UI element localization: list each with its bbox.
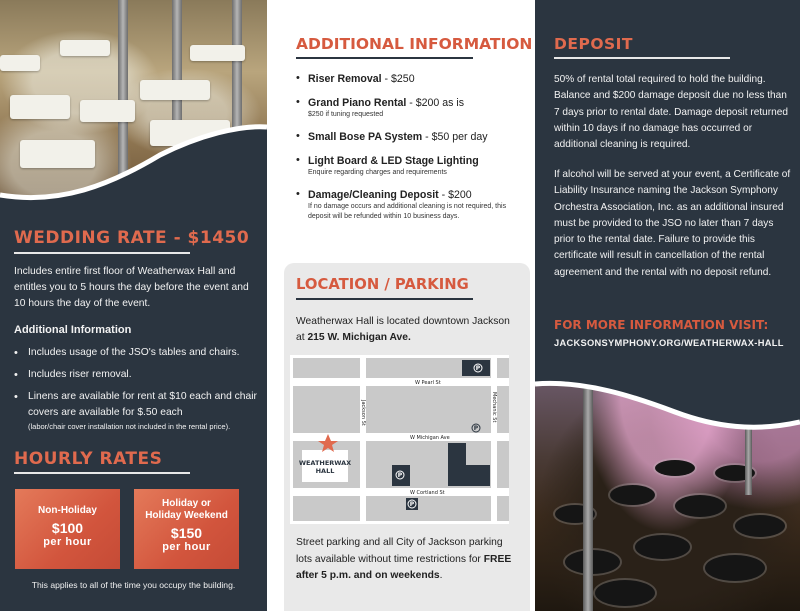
additional-info-heading: Additional Information xyxy=(14,324,132,336)
divider xyxy=(296,298,473,300)
location-text: Weatherwax Hall is located downtown Jackson at xyxy=(296,316,510,343)
rate-label-line1: Holiday or xyxy=(162,498,211,509)
street-label: Mechanic St xyxy=(491,392,497,423)
divider xyxy=(296,57,473,59)
item-name: Small Bose PA System xyxy=(308,131,423,143)
address: 215 W. Michigan Ave. xyxy=(307,332,411,343)
list-item-text: Linens are available for rent at $10 each and chair covers are available for $.50 each xyxy=(28,391,257,418)
additional-info-title: ADDITIONAL INFORMATION xyxy=(296,35,533,53)
location-map xyxy=(290,355,509,524)
wave-divider xyxy=(535,372,800,442)
item-price: - $200 as is xyxy=(406,97,465,109)
hourly-rates-title: HOURLY RATES xyxy=(14,449,163,469)
street-label: W Cortland St xyxy=(410,490,445,496)
item-note: Enquire regarding charges and requirements xyxy=(308,169,447,176)
list-item xyxy=(296,96,526,120)
wedding-rate-description: Includes entire first floor of Weatherwax Hall and entitles you to 5 hours the day before the event and 10 hours the day of the event. xyxy=(14,266,249,309)
location-card xyxy=(284,263,530,611)
item-name: Light Board & LED Stage Lighting xyxy=(308,155,479,167)
parking-icon: P xyxy=(473,425,479,432)
rate-label: Non-Holiday xyxy=(38,505,97,516)
item-price: - $200 xyxy=(438,189,472,201)
location-description xyxy=(296,314,521,346)
linen-note: (labor/chair cover installation not included in the rental price). xyxy=(28,422,231,431)
location-title: LOCATION / PARKING xyxy=(296,276,469,293)
hourly-rates-note: This applies to all of the time you occupy the building. xyxy=(31,580,236,590)
hall-label: HALL xyxy=(315,467,335,475)
parking-text: Street parking and all City of Jackson parking lots available without time restrictions for xyxy=(296,537,503,565)
list-item xyxy=(296,72,526,86)
wedding-rate-title: WEDDING RATE - $1450 xyxy=(14,228,250,248)
item-note: $250 if tuning requested xyxy=(308,111,384,118)
street-label: W Michigan Ave xyxy=(410,435,450,441)
list-item xyxy=(14,367,259,383)
non-holiday-rate-box xyxy=(15,489,120,569)
more-info-title: FOR MORE INFORMATION VISIT: xyxy=(554,318,769,332)
item-price: - $50 per day xyxy=(422,131,488,143)
item-note: If no damage occurs and additional cleaning is not required, this deposit will be refunded within 10 business days. xyxy=(308,203,507,220)
divider xyxy=(554,57,730,59)
right-panel xyxy=(535,0,800,611)
deposit-paragraph: 50% of rental total required to hold the building. Balance and $200 damage deposit due no less than 7 days prior to rental date. Damage deposit returned within 10 days if no damage has occurred or additional cleaning is required. xyxy=(554,74,788,151)
deposit-title: DEPOSIT xyxy=(554,35,633,53)
item-price: - $250 xyxy=(381,73,415,85)
list-item-text: Includes usage of the JSO's tables and chairs. xyxy=(28,347,240,358)
middle-panel xyxy=(267,0,535,611)
rate-unit: per hour xyxy=(162,541,211,553)
parking-icon: P xyxy=(397,472,403,479)
rate-label xyxy=(134,498,239,522)
item-name: Riser Removal xyxy=(308,73,382,85)
list-item xyxy=(14,389,259,432)
divider xyxy=(14,472,190,474)
parking-icon: P xyxy=(475,365,481,372)
item-name: Grand Piano Rental xyxy=(308,97,407,109)
website-link[interactable]: JACKSONSYMPHONY.ORG/WEATHERWAX-HALL xyxy=(554,338,784,348)
list-item xyxy=(296,188,526,222)
hall-label: WEATHERWAX xyxy=(298,459,352,467)
rate-amount: $100 xyxy=(51,520,84,536)
street-label: W Pearl St xyxy=(415,380,441,386)
parking-text: . xyxy=(439,570,443,581)
street-label: Jackson St xyxy=(360,400,366,426)
list-item-text: Includes riser removal. xyxy=(28,369,132,380)
rate-label-line2: Holiday Weekend xyxy=(145,510,228,521)
item-name: Damage/Cleaning Deposit xyxy=(308,189,439,201)
parking-icon: P xyxy=(409,501,415,508)
wave-divider xyxy=(0,115,267,210)
holiday-rate-box xyxy=(134,489,239,569)
wedding-info-list xyxy=(14,345,259,438)
parking-description xyxy=(296,535,521,585)
list-item xyxy=(296,130,526,144)
insurance-paragraph: If alcohol will be served at your event, a Certificate of Liability Insurance naming the Jackson Symphony Orchestra Association, Inc. as an additional insured must be provided to the JSO no later than 7 days prior to the rental date. Failure to provide this certificate will result in cancellation of the rental agreement and the rental with no deposit refund. xyxy=(554,169,791,278)
rate-unit: per hour xyxy=(43,536,92,548)
rate-amount: $150 xyxy=(170,525,203,541)
list-item xyxy=(14,345,259,361)
list-item xyxy=(296,154,526,178)
left-panel xyxy=(0,0,267,611)
additional-info-list xyxy=(296,72,526,232)
divider xyxy=(14,252,190,254)
parking-highlight: FREE after 5 p.m. and on weekends xyxy=(296,553,512,581)
